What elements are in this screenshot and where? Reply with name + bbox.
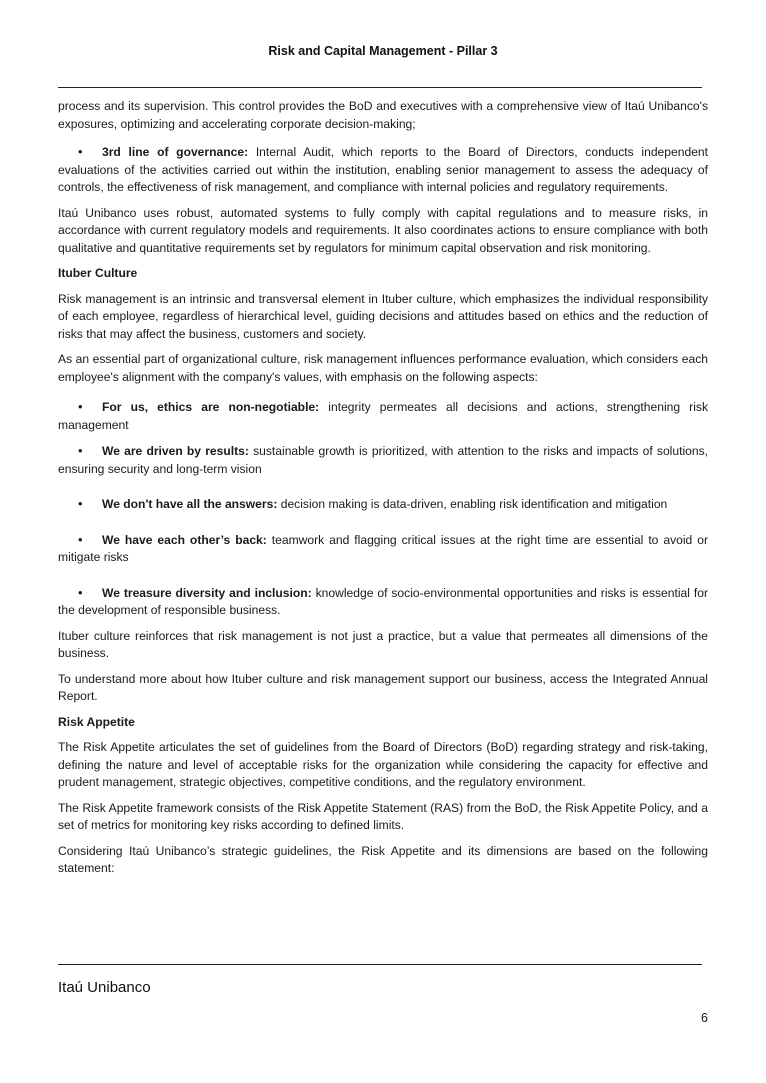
culture-bullet-answers: • We don't have all the answers: decision making is data-driven, enabling risk identification and mitigation xyxy=(58,495,708,514)
intro-paragraph: process and its supervision. This control provides the BoD and executives with a comprehensive view of Itaú Unibanco's exposures, optimizing and accelerating corporate decision-making; xyxy=(58,99,708,131)
bullet-icon: • xyxy=(78,531,83,547)
appetite-paragraph-2: The Risk Appetite framework consists of the Risk Appetite Statement (RAS) from the BoD, the Risk Appetite Policy, and a set of metrics for monitoring key risks according to defined limits. xyxy=(58,800,708,832)
page-number: 6 xyxy=(701,1011,708,1025)
footer-company-name: Itaú Unibanco xyxy=(58,979,151,996)
header-divider xyxy=(58,87,702,88)
culture-bullet-ethics: • For us, ethics are non-negotiable: integrity permeates all decisions and actions, strengthening risk management xyxy=(58,399,708,432)
bullet-icon: • xyxy=(78,443,83,458)
systems-paragraph: Itaú Unibanco uses robust, automated systems to fully comply with capital regulations and to measure risks, in accordance with current regulatory models and requirements. It also coordinates actions to ensure compliance with both qualitative and quantitative requirements set by regulators for minimum capital observation and risk monitoring. xyxy=(58,205,708,255)
heading-risk-appetite: Risk Appetite xyxy=(58,714,135,729)
culture-bullet-results: • We are driven by results: sustainable growth is prioritized, with attention to the risks and impacts of solutions, ensuring security and long-term vision xyxy=(58,443,708,476)
heading-ituber-culture: Ituber Culture xyxy=(58,266,138,280)
bullet-icon: • xyxy=(78,584,83,600)
culture-bullet-back: • We have each other’s back: teamwork and flagging critical issues at the right time are essential to avoid or mitigate risks xyxy=(58,531,708,564)
culture-paragraph-3: Ituber culture reinforces that risk management is not just a practice, but a value that permeates all dimensions of the business. xyxy=(58,628,708,660)
culture-bullet-diversity: • We treasure diversity and inclusion: knowledge of socio-environmental opportunities and risks is essential for the development of responsible business. xyxy=(58,584,708,617)
footer-divider xyxy=(58,964,702,965)
bullet-icon: • xyxy=(78,399,83,414)
appetite-paragraph-1: The Risk Appetite articulates the set of guidelines from the Board of Directors (BoD) regarding strategy and risk-taking, defining the nature and level of acceptable risks for the organization while considering the capacity for effective and prudent management, strategic objectives, competitive conditions, and the regulatory environment. xyxy=(58,740,708,789)
culture-paragraph-2: As an essential part of organizational culture, risk management influences performance evaluation, which considers each employee's alignment with the company's values, with emphasis on the following aspects: xyxy=(58,352,708,384)
culture-paragraph-4: To understand more about how Ituber culture and risk management support our business, access the Integrated Annual Report. xyxy=(58,671,708,703)
appetite-paragraph-3: Considering Itaú Unibanco’s strategic guidelines, the Risk Appetite and its dimensions are based on the following statement: xyxy=(58,843,708,875)
bullet-icon: • xyxy=(78,496,83,511)
bullet-third-line-governance: • 3rd line of governance: Internal Audit, which reports to the Board of Directors, conducts independent evaluations of the activities carried out within the institution, enabling senior management to assess the adequacy of controls, the effectiveness of risk management, and compliance with internal policies and regulatory requirements. xyxy=(58,144,708,194)
page-content xyxy=(58,98,708,886)
culture-paragraph-1: Risk management is an intrinsic and transversal element in Ituber culture, which emphasizes the individual responsibility of each employee, regardless of hierarchical level, guiding decisions and attitudes based on ethics and the reduction of risks that may affect the business, customers and society. xyxy=(58,291,708,341)
page-header-title: Risk and Capital Management - Pillar 3 xyxy=(268,44,498,58)
bullet-icon: • xyxy=(78,144,83,159)
